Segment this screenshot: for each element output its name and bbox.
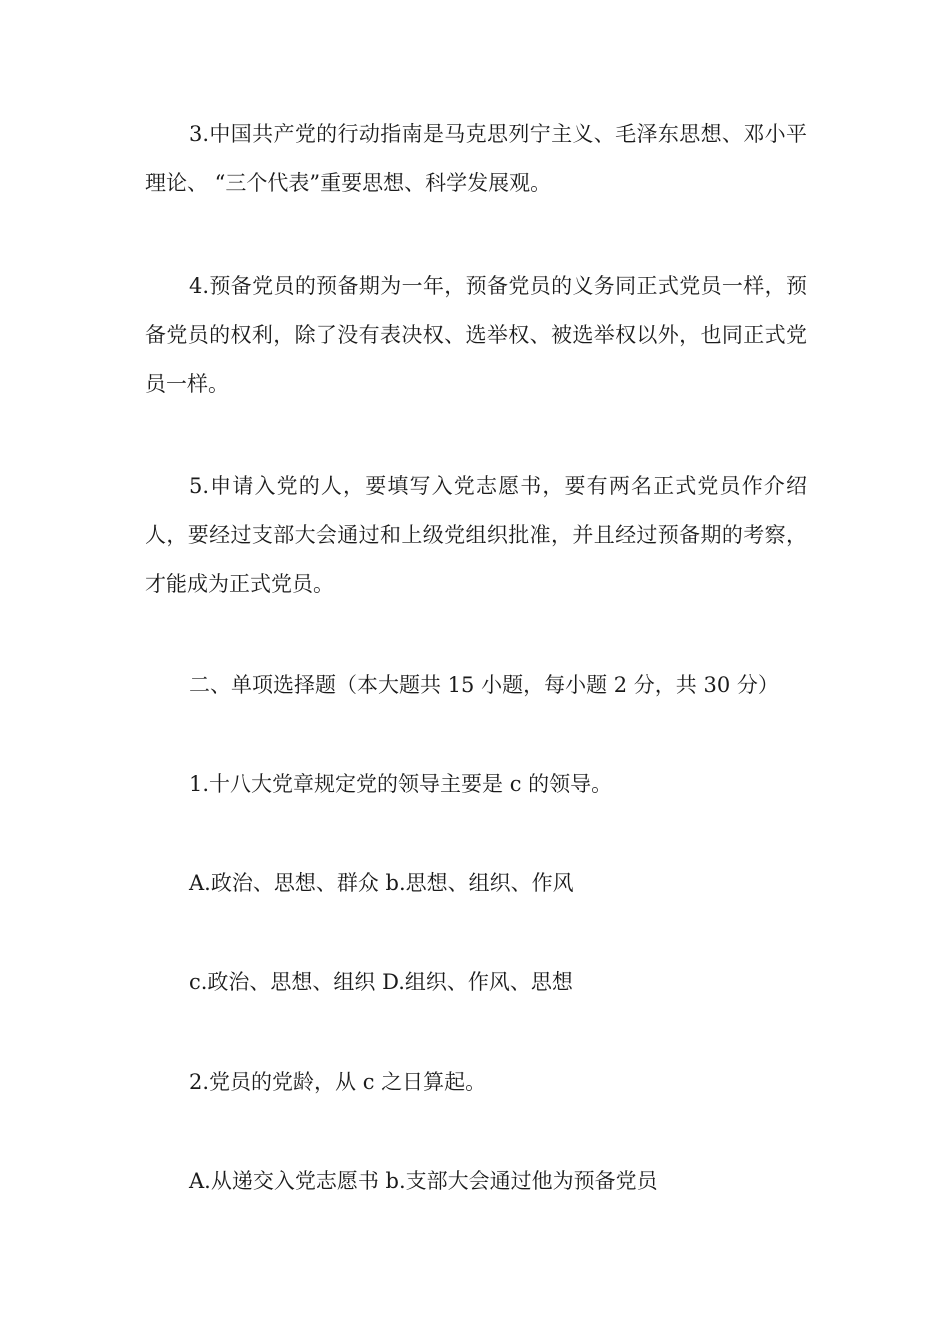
question-stem: 2.党员的党龄，从 c 之日算起。 xyxy=(189,1070,487,1094)
question-option-line: A.政治、思想、群众 b.思想、组织、作风 xyxy=(189,871,574,895)
paragraph-membership-application: 5.申请入党的人，要填写入党志愿书，要有两名正式党员作介绍人，要经过支部大会通过和上级党组织批准，并且经过预备期的考察，才能成为正式党员。 xyxy=(145,474,807,596)
question-option-line: c.政治、思想、组织 D.组织、作风、思想 xyxy=(189,970,573,994)
question-option-line: A.从递交入党志愿书 b.支部大会通过他为预备党员 xyxy=(189,1169,658,1193)
paragraph-probationary-period: 4.预备党员的预备期为一年，预备党员的义务同正式党员一样，预备党员的权利，除了没有表决权、选举权、被选举权以外，也同正式党员一样。 xyxy=(145,274,807,396)
section-heading: 二、单项选择题（本大题共 15 小题，每小题 2 分，共 30 分） xyxy=(189,673,779,697)
question-stem: 1.十八大党章规定党的领导主要是 c 的领导。 xyxy=(189,772,613,796)
paragraph-guiding-ideology: 3.中国共产党的行动指南是马克思列宁主义、毛泽东思想、邓小平理论、 “三个代表”重要思想、科学发展观。 xyxy=(145,122,807,195)
